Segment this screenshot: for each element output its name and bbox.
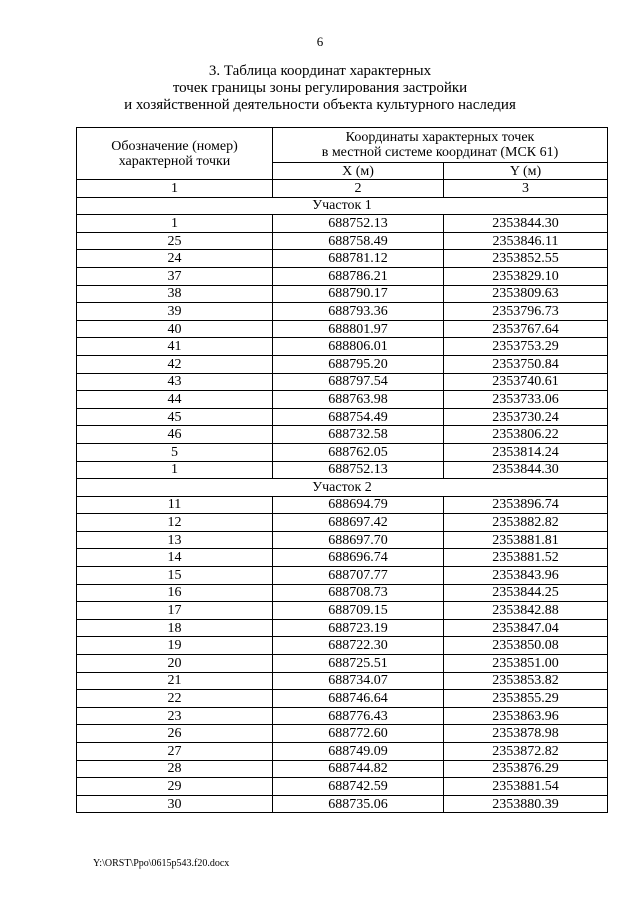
section-title: Участок 2 — [77, 479, 608, 497]
x-coordinate-cell: 688697.42 — [273, 514, 444, 532]
coordinates-header-line-2: в местной системе координат (МСК 61) — [321, 145, 559, 160]
point-number-cell: 42 — [77, 355, 273, 373]
y-coordinate-cell: 2353767.64 — [444, 320, 608, 338]
point-number-cell: 30 — [77, 795, 273, 813]
point-number-header-line-2: характерной точки — [118, 153, 231, 169]
point-number-cell: 5 — [77, 443, 273, 461]
table-row — [77, 285, 608, 303]
point-number-cell: 45 — [77, 408, 273, 426]
coordinates-header-line-1: Координаты характерных точек — [345, 130, 535, 145]
point-number-cell: 17 — [77, 602, 273, 620]
column-index-3: 3 — [444, 180, 608, 198]
x-coordinate-cell: 688758.49 — [273, 232, 444, 250]
y-coordinate-cell: 2353753.29 — [444, 338, 608, 356]
x-coordinate-cell: 688694.79 — [273, 496, 444, 514]
point-number-cell: 41 — [77, 338, 273, 356]
point-number-cell: 38 — [77, 285, 273, 303]
y-coordinate-cell: 2353881.81 — [444, 531, 608, 549]
y-coordinate-cell: 2353844.30 — [444, 461, 608, 479]
table-row — [77, 619, 608, 637]
x-coordinate-cell: 688763.98 — [273, 391, 444, 409]
x-coordinate-cell: 688772.60 — [273, 725, 444, 743]
point-number-cell: 25 — [77, 232, 273, 250]
point-number-cell: 26 — [77, 725, 273, 743]
title-line-3: и хозяйственной деятельности объекта культурного наследия — [124, 97, 516, 113]
x-coordinate-cell: 688797.54 — [273, 373, 444, 391]
coordinates-table — [76, 127, 608, 813]
point-number-header — [77, 128, 273, 180]
y-coordinate-cell: 2353806.22 — [444, 426, 608, 444]
table-row — [77, 795, 608, 813]
x-coordinate-cell: 688723.19 — [273, 619, 444, 637]
point-number-cell: 46 — [77, 426, 273, 444]
y-coordinate-cell: 2353881.52 — [444, 549, 608, 567]
table-row — [77, 707, 608, 725]
table-row — [77, 531, 608, 549]
point-number-cell: 39 — [77, 303, 273, 321]
table-row — [77, 232, 608, 250]
y-coordinate-cell: 2353863.96 — [444, 707, 608, 725]
y-coordinate-cell: 2353740.61 — [444, 373, 608, 391]
x-coordinate-cell: 688722.30 — [273, 637, 444, 655]
y-coordinate-cell: 2353846.11 — [444, 232, 608, 250]
table-body — [77, 180, 608, 813]
x-coordinate-cell: 688762.05 — [273, 443, 444, 461]
y-coordinate-cell: 2353843.96 — [444, 567, 608, 585]
column-index-2: 2 — [273, 180, 444, 198]
y-coordinate-cell: 2353847.04 — [444, 619, 608, 637]
y-coordinate-cell: 2353852.55 — [444, 250, 608, 268]
point-number-cell: 13 — [77, 531, 273, 549]
x-coordinate-cell: 688749.09 — [273, 743, 444, 761]
point-number-cell: 43 — [77, 373, 273, 391]
table-row — [77, 443, 608, 461]
table-row — [77, 743, 608, 761]
y-coordinate-cell: 2353878.98 — [444, 725, 608, 743]
point-number-cell: 12 — [77, 514, 273, 532]
x-coordinate-cell: 688708.73 — [273, 584, 444, 602]
y-coordinate-cell: 2353896.74 — [444, 496, 608, 514]
x-coordinate-cell: 688734.07 — [273, 672, 444, 690]
table-row — [77, 584, 608, 602]
point-number-cell: 16 — [77, 584, 273, 602]
x-coordinate-cell: 688801.97 — [273, 320, 444, 338]
point-number-cell: 29 — [77, 778, 273, 796]
table-row — [77, 672, 608, 690]
x-coordinate-cell: 688790.17 — [273, 285, 444, 303]
point-number-cell: 24 — [77, 250, 273, 268]
point-number-cell: 40 — [77, 320, 273, 338]
table-row — [77, 355, 608, 373]
title-line-2: точек границы зоны регулирования застройки — [172, 80, 468, 96]
point-number-cell: 14 — [77, 549, 273, 567]
table-row — [77, 655, 608, 673]
x-coordinate-cell: 688696.74 — [273, 549, 444, 567]
file-path-footer: Y:\ORST\Ppo\0615p543.f20.docx — [93, 858, 230, 869]
x-coordinate-cell: 688793.36 — [273, 303, 444, 321]
y-header: Y (м) — [444, 163, 608, 180]
document-title — [0, 63, 640, 114]
section-row — [77, 479, 608, 497]
table-row — [77, 514, 608, 532]
table-row — [77, 778, 608, 796]
table-row — [77, 725, 608, 743]
x-coordinate-cell: 688742.59 — [273, 778, 444, 796]
x-coordinate-cell: 688752.13 — [273, 215, 444, 233]
section-title: Участок 1 — [77, 197, 608, 215]
y-coordinate-cell: 2353842.88 — [444, 602, 608, 620]
table-row — [77, 760, 608, 778]
table-row — [77, 303, 608, 321]
table-row — [77, 391, 608, 409]
column-index-1: 1 — [77, 180, 273, 198]
y-coordinate-cell: 2353881.54 — [444, 778, 608, 796]
table-row — [77, 338, 608, 356]
title-line-1: 3. Таблица координат характерных — [208, 63, 432, 79]
table-row — [77, 602, 608, 620]
point-number-header-line-1: Обозначение (номер) — [111, 138, 238, 154]
point-number-cell: 28 — [77, 760, 273, 778]
table-row — [77, 567, 608, 585]
point-number-cell: 19 — [77, 637, 273, 655]
y-coordinate-cell: 2353855.29 — [444, 690, 608, 708]
y-coordinate-cell: 2353880.39 — [444, 795, 608, 813]
point-number-cell: 1 — [77, 461, 273, 479]
point-number-cell: 37 — [77, 267, 273, 285]
table-row — [77, 690, 608, 708]
table-row — [77, 215, 608, 233]
table-row — [77, 373, 608, 391]
y-coordinate-cell: 2353814.24 — [444, 443, 608, 461]
x-coordinate-cell: 688776.43 — [273, 707, 444, 725]
y-coordinate-cell: 2353730.24 — [444, 408, 608, 426]
y-coordinate-cell: 2353844.25 — [444, 584, 608, 602]
y-coordinate-cell: 2353733.06 — [444, 391, 608, 409]
x-coordinate-cell: 688732.58 — [273, 426, 444, 444]
y-coordinate-cell: 2353829.10 — [444, 267, 608, 285]
column-index-row — [77, 180, 608, 198]
y-coordinate-cell: 2353850.08 — [444, 637, 608, 655]
table-row — [77, 408, 608, 426]
point-number-cell: 1 — [77, 215, 273, 233]
table-row — [77, 461, 608, 479]
table-row — [77, 549, 608, 567]
point-number-cell: 27 — [77, 743, 273, 761]
table-row — [77, 496, 608, 514]
x-coordinate-cell: 688709.15 — [273, 602, 444, 620]
point-number-cell: 18 — [77, 619, 273, 637]
x-coordinate-cell: 688795.20 — [273, 355, 444, 373]
x-coordinate-cell: 688746.64 — [273, 690, 444, 708]
table-row — [77, 267, 608, 285]
x-coordinate-cell: 688806.01 — [273, 338, 444, 356]
point-number-cell: 15 — [77, 567, 273, 585]
table-row — [77, 320, 608, 338]
y-coordinate-cell: 2353750.84 — [444, 355, 608, 373]
x-coordinate-cell: 688697.70 — [273, 531, 444, 549]
y-coordinate-cell: 2353796.73 — [444, 303, 608, 321]
table-row — [77, 637, 608, 655]
table-row — [77, 250, 608, 268]
header-row — [77, 128, 608, 163]
point-number-cell: 44 — [77, 391, 273, 409]
x-coordinate-cell: 688754.49 — [273, 408, 444, 426]
y-coordinate-cell: 2353882.82 — [444, 514, 608, 532]
page-number: 6 — [316, 34, 324, 49]
x-header: X (м) — [273, 163, 444, 180]
x-coordinate-cell: 688781.12 — [273, 250, 444, 268]
point-number-cell: 21 — [77, 672, 273, 690]
table-row — [77, 426, 608, 444]
y-coordinate-cell: 2353872.82 — [444, 743, 608, 761]
x-coordinate-cell: 688744.82 — [273, 760, 444, 778]
x-coordinate-cell: 688707.77 — [273, 567, 444, 585]
x-coordinate-cell: 688735.06 — [273, 795, 444, 813]
y-coordinate-cell: 2353851.00 — [444, 655, 608, 673]
point-number-cell: 11 — [77, 496, 273, 514]
x-coordinate-cell: 688725.51 — [273, 655, 444, 673]
coordinates-header — [273, 128, 608, 163]
section-row — [77, 197, 608, 215]
point-number-cell: 20 — [77, 655, 273, 673]
x-coordinate-cell: 688786.21 — [273, 267, 444, 285]
y-coordinate-cell: 2353809.63 — [444, 285, 608, 303]
point-number-cell: 23 — [77, 707, 273, 725]
y-coordinate-cell: 2353853.82 — [444, 672, 608, 690]
point-number-cell: 22 — [77, 690, 273, 708]
y-coordinate-cell: 2353876.29 — [444, 760, 608, 778]
x-coordinate-cell: 688752.13 — [273, 461, 444, 479]
y-coordinate-cell: 2353844.30 — [444, 215, 608, 233]
